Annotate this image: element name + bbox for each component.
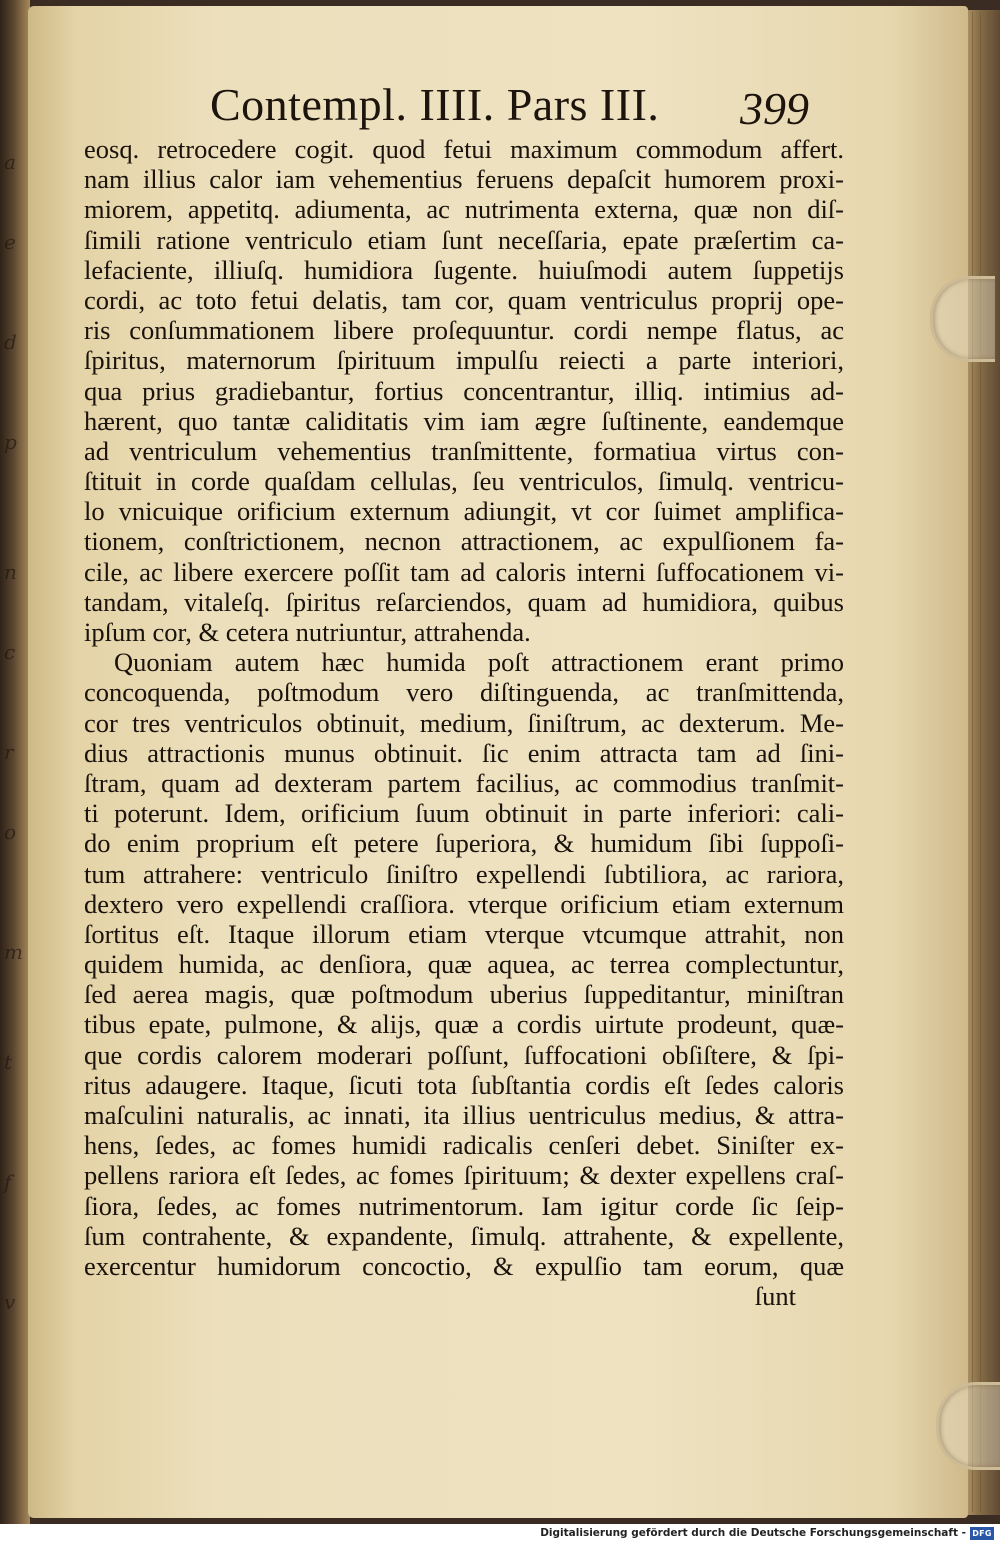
- text-line: ad ventriculum vehementius tranſmittente, formatiua virtus con-: [84, 435, 844, 466]
- text-line: ris conſummationem libere proſequuntur. cordi nempe flatus, ac: [84, 315, 844, 346]
- text-line: lo vnicuique orificium externum adiungit, vt cor ſuimet amplifica-: [84, 496, 844, 527]
- text-line: hens, ſedes, ac fomes humidi radicalis cenſeri debet. Siniſter ex-: [84, 1130, 844, 1161]
- text-line: eosq. retrocedere cogit. quod fetui maximum commodum affert.: [84, 134, 844, 164]
- paragraph-start-line: Quoniam autem hæc humida poſt attractionem erant primo: [114, 647, 844, 678]
- body-text: [84, 134, 844, 1311]
- text-line: tandam, vitaleſq. ſpiritus reſarciendos, quam ad humidiora, quibus: [84, 586, 844, 617]
- text-line: que cordis calorem moderari poſſunt, ſuffocationi obſiſtere, & ſpi-: [84, 1039, 844, 1070]
- catchword: ſunt: [754, 1281, 796, 1312]
- text-line: tibus epate, pulmone, & alijs, quæ a cordis uirtute prodeunt, quæ-: [84, 1009, 844, 1040]
- text-line: ſimili ratione ventriculo etiam ſunt neceſſaria, epate præſertim ca-: [84, 224, 844, 255]
- running-header: [178, 72, 968, 142]
- text-line: lefaciente, illiuſq. humidiora ſugente. huiuſmodi autem ſuppetijs: [84, 254, 844, 285]
- running-title: Contempl. IIII. Pars III.: [210, 79, 660, 130]
- text-line: miorem, appetitq. adiumenta, ac nutrimenta externa, quæ non diſ-: [84, 194, 844, 225]
- text-line: ipſum cor, & cetera nutriuntur, attrahenda.: [84, 617, 531, 647]
- dfg-logo: DFG: [970, 1527, 994, 1540]
- text-line: ritus adaugere. Itaque, ſicuti tota ſubſtantia cordis eſt ſedes caloris: [84, 1069, 844, 1100]
- text-line: do enim proprium eſt petere ſuperiora, & humidum ſibi ſuppoſi-: [84, 828, 844, 859]
- text-line: ſed aerea magis, quæ poſtmodum uberius ſuppeditantur, miniſtran: [84, 979, 844, 1010]
- text-line: qua prius gradiebantur, fortius concentrantur, illiq. intimius ad-: [84, 375, 844, 406]
- page-clip-top: [930, 276, 995, 362]
- text-line: ſpiritus, maternorum ſpirituum impulſu reiecti a parte interiori,: [84, 345, 844, 376]
- text-line: ti poterunt. Idem, orificium ſuum obtinuit in parte inferiori: cali-: [84, 798, 844, 829]
- text-line: ſiora, ſedes, ac fomes nutrimentorum. Iam igitur corde ſic ſeip-: [84, 1190, 844, 1221]
- text-line: cor tres ventriculos obtinuit, medium, ſiniſtrum, ac dexterum. Me-: [84, 707, 844, 738]
- text-line: maſculini naturalis, ac innati, ita illius uentriculus medius, & attra-: [84, 1100, 844, 1130]
- book-page: [28, 6, 968, 1518]
- text-line: dextero vero expellendi craſſiora. vterque orificium etiam externum: [84, 888, 844, 919]
- page-number: 399: [740, 83, 809, 134]
- text-line: hærent, quo tantæ caliditatis vim iam ægre ſuſtinente, eandemque: [84, 405, 844, 436]
- text-line: pellens rariora eſt ſedes, ac fomes ſpirituum; & dexter expellens craſ-: [84, 1160, 844, 1191]
- attribution-bar: [0, 1524, 1000, 1546]
- facing-page-edge: a e d p n c r o m t f v: [0, 0, 30, 1524]
- text-line: cordi, ac toto fetui delatis, tam cor, quam ventriculus proprij ope-: [84, 284, 844, 315]
- text-line: ſum contrahente, & expandente, ſimulq. attrahente, & expellente,: [84, 1220, 844, 1251]
- text-line: cile, ac libere exercere poſſit tam ad caloris interni ſuffocationem vi-: [84, 556, 844, 587]
- text-line: quidem humida, ac denſiora, quæ aquea, ac terrea complectuntur,: [84, 949, 844, 980]
- text-line: ſortitus eſt. Itaque illorum etiam vterque vtcumque attrahit, non: [84, 918, 844, 949]
- text-line: concoquenda, poſtmodum vero diſtinguenda, ac tranſmittenda,: [84, 677, 844, 708]
- text-line: tionem, conſtrictionem, necnon attractionem, ac expulſionem fa-: [84, 526, 844, 557]
- page-clip-bottom: [936, 1382, 1000, 1470]
- text-line: tum attrahere: ventriculo ſiniſtro expellendi ſubtiliora, ac rariora,: [84, 858, 844, 889]
- text-line: nam illius calor iam vehementius feruens depaſcit humorem proxi-: [84, 164, 844, 195]
- text-line: exercentur humidorum concoctio, & expulſio tam eorum, quæ: [84, 1250, 844, 1281]
- text-line: ſtram, quam ad dexteram partem facilius, ac commodius tranſmit-: [84, 767, 844, 798]
- funding-credit: Digitalisierung gefördert durch die Deutsche Forschungsgemeinschaft -: [540, 1527, 966, 1539]
- text-line: ſtituit in corde quaſdam cellulas, ſeu ventriculos, ſimulq. ventricu-: [84, 466, 844, 497]
- text-line: dius attractionis munus obtinuit. ſic enim attracta tam ad ſini-: [84, 737, 844, 768]
